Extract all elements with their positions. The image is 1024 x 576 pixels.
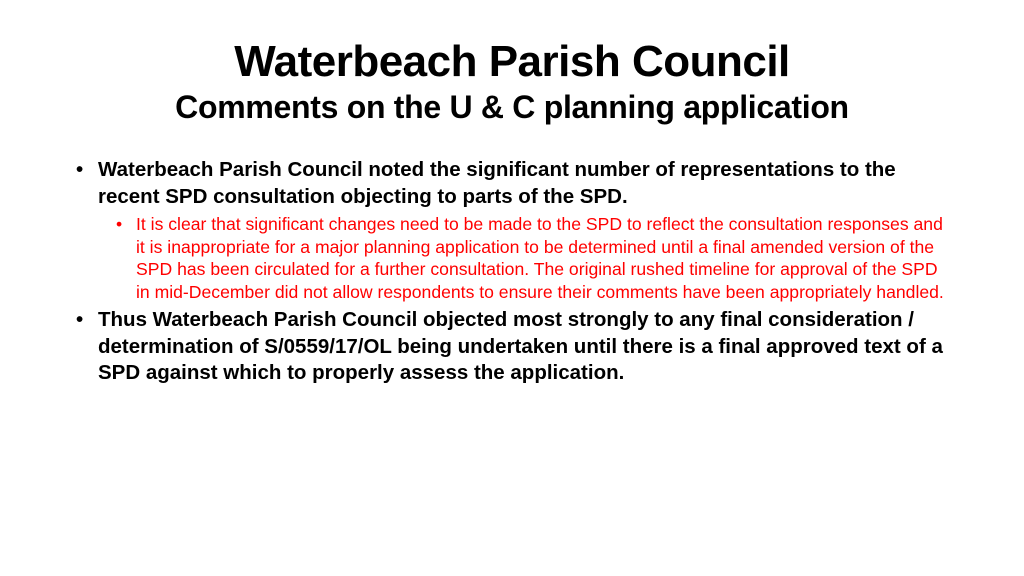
bullet-item xyxy=(76,157,956,210)
sub-bullet-marker: • xyxy=(116,214,123,234)
bullet-list xyxy=(76,157,956,387)
slide-title: Waterbeach Parish Council xyxy=(234,37,790,86)
bullet-item xyxy=(76,307,956,387)
bullet-text: Waterbeach Parish Council noted the significant number of representations to the recent SPD consultation objecting to parts of the SPD. xyxy=(98,158,896,208)
bullet-text: Thus Waterbeach Parish Council objected most strongly to any final consideration / determination of S/0559/17/OL being undertaken until there is a final approved text of a SPD against which to properly assess the application. xyxy=(98,308,943,384)
sub-bullet-item xyxy=(114,213,956,303)
bullet-marker: • xyxy=(76,158,84,181)
bullet-marker: • xyxy=(76,308,84,331)
sub-bullet-text: It is clear that significant changes need to be made to the SPD to reflect the consultation responses and it is inappropriate for a major planning application to be determined until a final amended version of the SPD has been circulated for a further consultation. The original rushed timeline for approval of the SPD in mid-December did not allow respondents to ensure their comments have been appropriately handled. xyxy=(136,214,944,302)
slide-subtitle: Comments on the U & C planning application xyxy=(175,89,849,125)
title-block xyxy=(0,36,1024,126)
